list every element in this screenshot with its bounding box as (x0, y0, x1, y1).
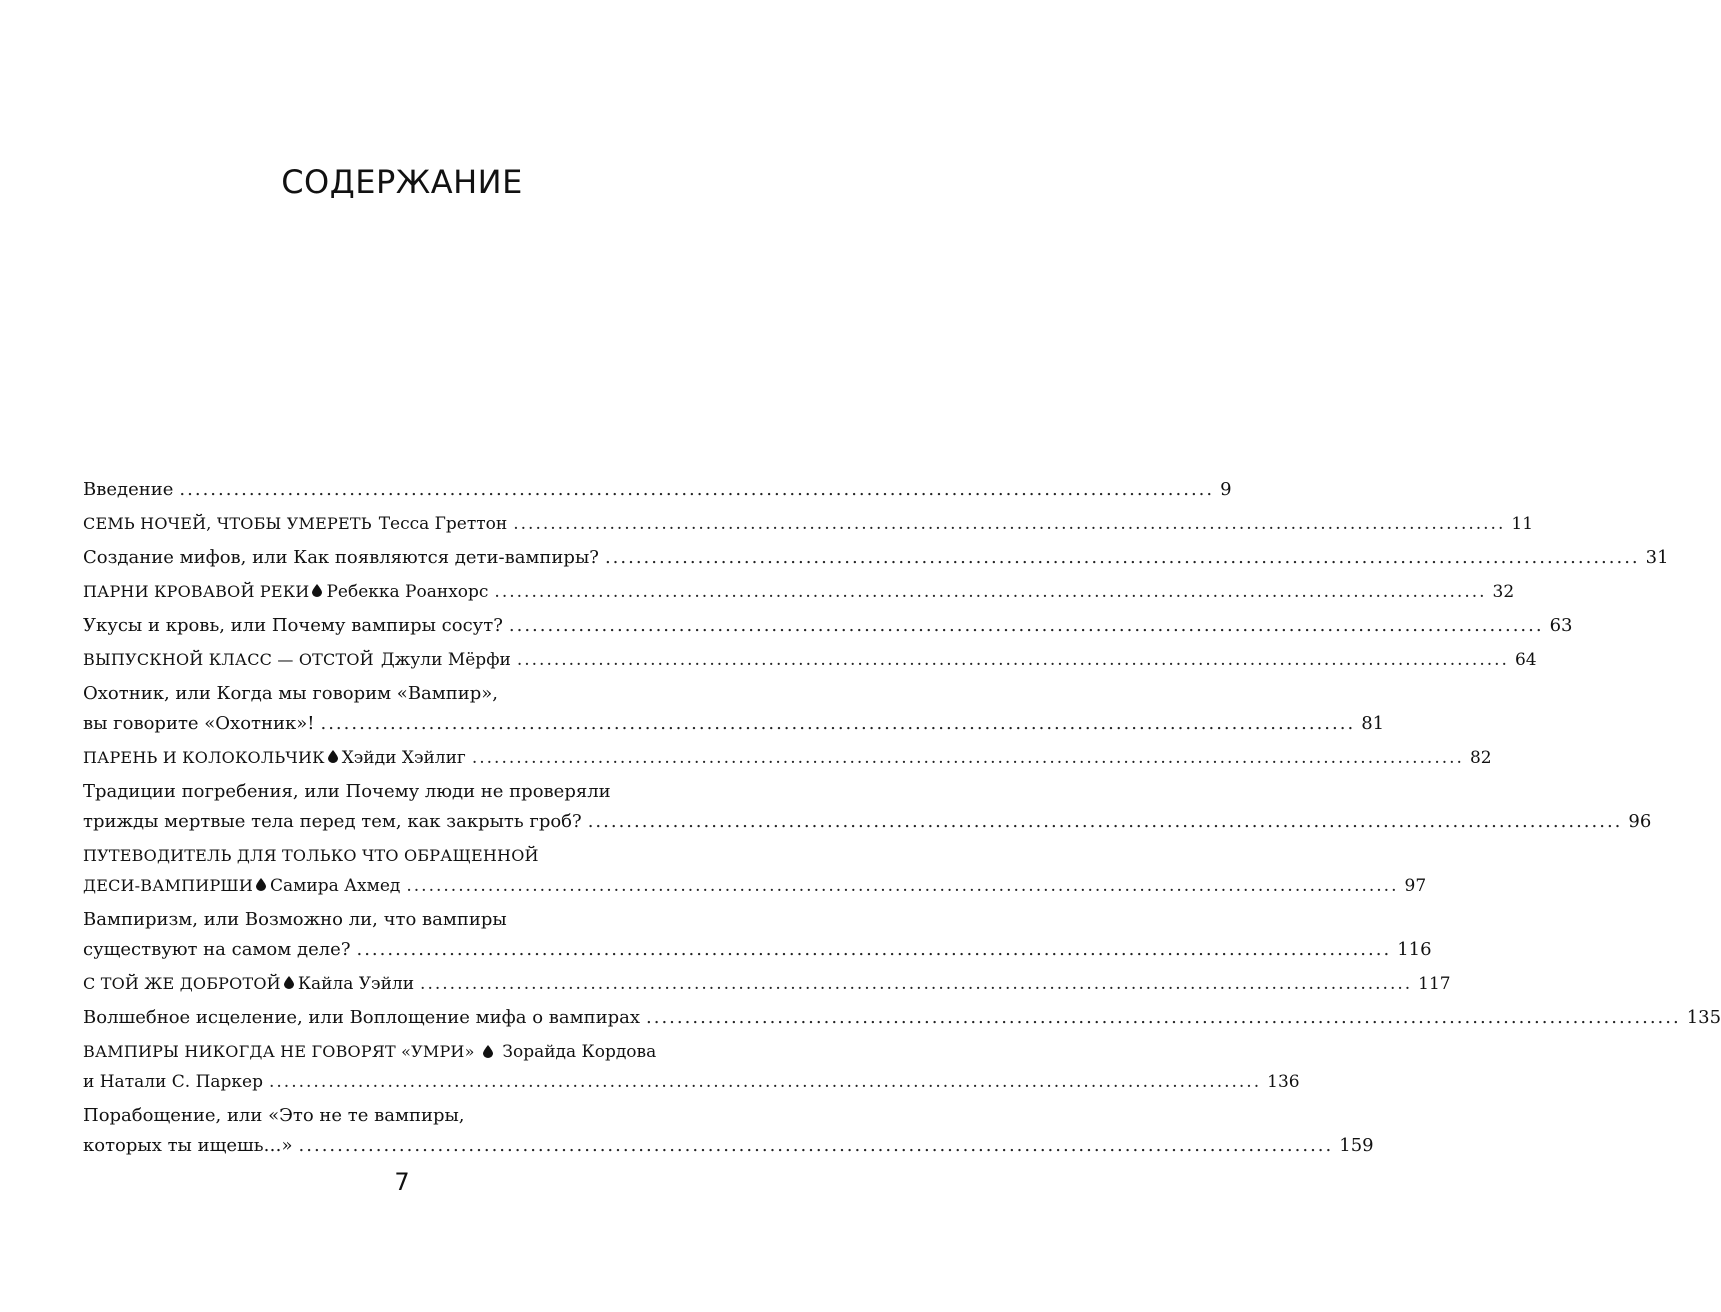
toc-page-number: 81 (1361, 713, 1385, 734)
blood-drop-icon (328, 750, 338, 763)
toc-entry-title: Укусы и кровь, или Почему вампиры сосут? (83, 615, 503, 636)
toc-page-number: 31 (1645, 547, 1669, 568)
toc-entry-title-line: Вампиризм, или Возможно ли, что вампиры (83, 909, 507, 930)
toc-entry-essay[interactable] (83, 543, 1669, 573)
dot-leader: ...................................................................................................................................... (420, 974, 1413, 994)
page-number: 7 (394, 1168, 410, 1196)
toc-page-number: 63 (1549, 615, 1573, 636)
story-title: С ТОЙ ЖЕ ДОБРОТОЙ (83, 974, 281, 993)
dot-leader: ...................................................................................................................................... (471, 748, 1464, 768)
story-author: Кайла Уэйли (297, 974, 415, 994)
page-title: СОДЕРЖАНИЕ (281, 163, 523, 201)
toc-page-number: 136 (1267, 1072, 1300, 1092)
toc-entry-essay[interactable] (83, 611, 1573, 641)
story-author: и Натали С. Паркер (83, 1072, 263, 1092)
toc-entry-essay[interactable] (83, 777, 1652, 837)
table-of-contents (83, 475, 1721, 1161)
dot-leader: ...................................................................................................................................... (494, 582, 1487, 602)
toc-page-number: 117 (1418, 974, 1451, 994)
toc-page-number: 97 (1404, 876, 1427, 896)
story-author: Джули Мёрфи (380, 650, 511, 670)
story-author: Тесса Греттон (378, 514, 508, 534)
toc-entry-essay[interactable] (83, 679, 1385, 739)
toc-entry-story[interactable] (83, 645, 1537, 675)
toc-entry-story[interactable] (83, 509, 1534, 539)
dot-leader: ...................................................................................................................................... (646, 1007, 1681, 1028)
story-title-line: ПУТЕВОДИТЕЛЬ ДЛЯ ТОЛЬКО ЧТО ОБРАЩЕННОЙ (83, 846, 539, 865)
toc-page-number: 32 (1492, 582, 1515, 602)
dot-leader: ...................................................................................................................................... (269, 1072, 1262, 1092)
toc-entry-title-line: Охотник, или Когда мы говорим «Вампир», (83, 683, 499, 704)
dot-leader: ...................................................................................................................................... (516, 650, 1509, 670)
toc-entry-title: существуют на самом деле? (83, 939, 351, 960)
toc-entry-story[interactable] (83, 969, 1451, 999)
dot-leader: ...................................................................................................................................... (508, 615, 1544, 636)
story-title: ПАРЕНЬ И КОЛОКОЛЬЧИК (83, 748, 325, 767)
toc-entry-story[interactable] (83, 743, 1492, 773)
dot-leader: ...................................................................................................................................... (406, 876, 1399, 896)
toc-entry-title: Волшебное исцеление, или Воплощение мифа о вампирах (83, 1007, 641, 1028)
story-title: ВЫПУСКНОЙ КЛАСС — ОТСТОЙ (83, 650, 374, 669)
toc-page-number: 9 (1220, 479, 1232, 500)
toc-entry-title-line: Традиции погребения, или Почему люди не проверяли (83, 781, 611, 802)
toc-entry-essay[interactable] (83, 905, 1432, 965)
toc-entry-introduction[interactable] (83, 475, 1232, 505)
toc-entry-title: Создание мифов, или Как появляются дети-вампиры? (83, 547, 599, 568)
toc-entry-title: Введение (83, 479, 174, 500)
dot-leader: ...................................................................................................................................... (587, 811, 1623, 832)
toc-page-number: 96 (1628, 811, 1652, 832)
dot-leader: ...................................................................................................................................... (356, 939, 1392, 960)
blood-drop-icon (256, 878, 266, 891)
story-author: Зорайда Кордова (502, 1042, 657, 1062)
dot-leader: ...................................................................................................................................... (604, 547, 1640, 568)
blood-drop-icon (284, 976, 294, 989)
dot-leader: ...................................................................................................................................... (513, 514, 1506, 534)
toc-entry-essay[interactable] (83, 1003, 1721, 1033)
toc-page-number: 135 (1686, 1007, 1721, 1028)
story-title: ДЕСИ-ВАМПИРШИ (83, 876, 254, 895)
story-author: Ребекка Роанхорс (326, 582, 489, 602)
dot-leader: ...................................................................................................................................... (298, 1135, 1334, 1156)
dot-leader: ...................................................................................................................................... (320, 713, 1356, 734)
toc-entry-essay[interactable] (83, 1101, 1374, 1161)
toc-entry-title: которых ты ищешь…» (83, 1135, 293, 1156)
toc-page-number: 82 (1469, 748, 1492, 768)
toc-page-number: 159 (1339, 1135, 1374, 1156)
toc-page-number: 116 (1397, 939, 1432, 960)
story-author: Хэйди Хэйлиг (341, 748, 466, 768)
blood-drop-icon (312, 584, 322, 597)
story-title: СЕМЬ НОЧЕЙ, ЧТОБЫ УМЕРЕТЬ (83, 514, 372, 533)
toc-page-number: 11 (1511, 514, 1534, 534)
story-title: ПАРНИ КРОВАВОЙ РЕКИ (83, 582, 310, 601)
toc-page-number: 64 (1514, 650, 1537, 670)
toc-entry-title-line: Порабощение, или «Это не те вампиры, (83, 1105, 465, 1126)
toc-entry-story[interactable] (83, 841, 1427, 901)
toc-entry-title: трижды мертвые тела перед тем, как закрыть гроб? (83, 811, 582, 832)
toc-entry-story[interactable] (83, 1037, 1300, 1097)
story-title: ВАМПИРЫ НИКОГДА НЕ ГОВОРЯТ «УМРИ» (83, 1042, 475, 1061)
dot-leader: ...................................................................................................................................... (179, 479, 1215, 500)
toc-entry-story[interactable] (83, 577, 1515, 607)
blood-drop-icon (483, 1045, 493, 1058)
toc-entry-title: вы говорите «Охотник»! (83, 713, 315, 734)
story-author: Самира Ахмед (270, 876, 401, 896)
